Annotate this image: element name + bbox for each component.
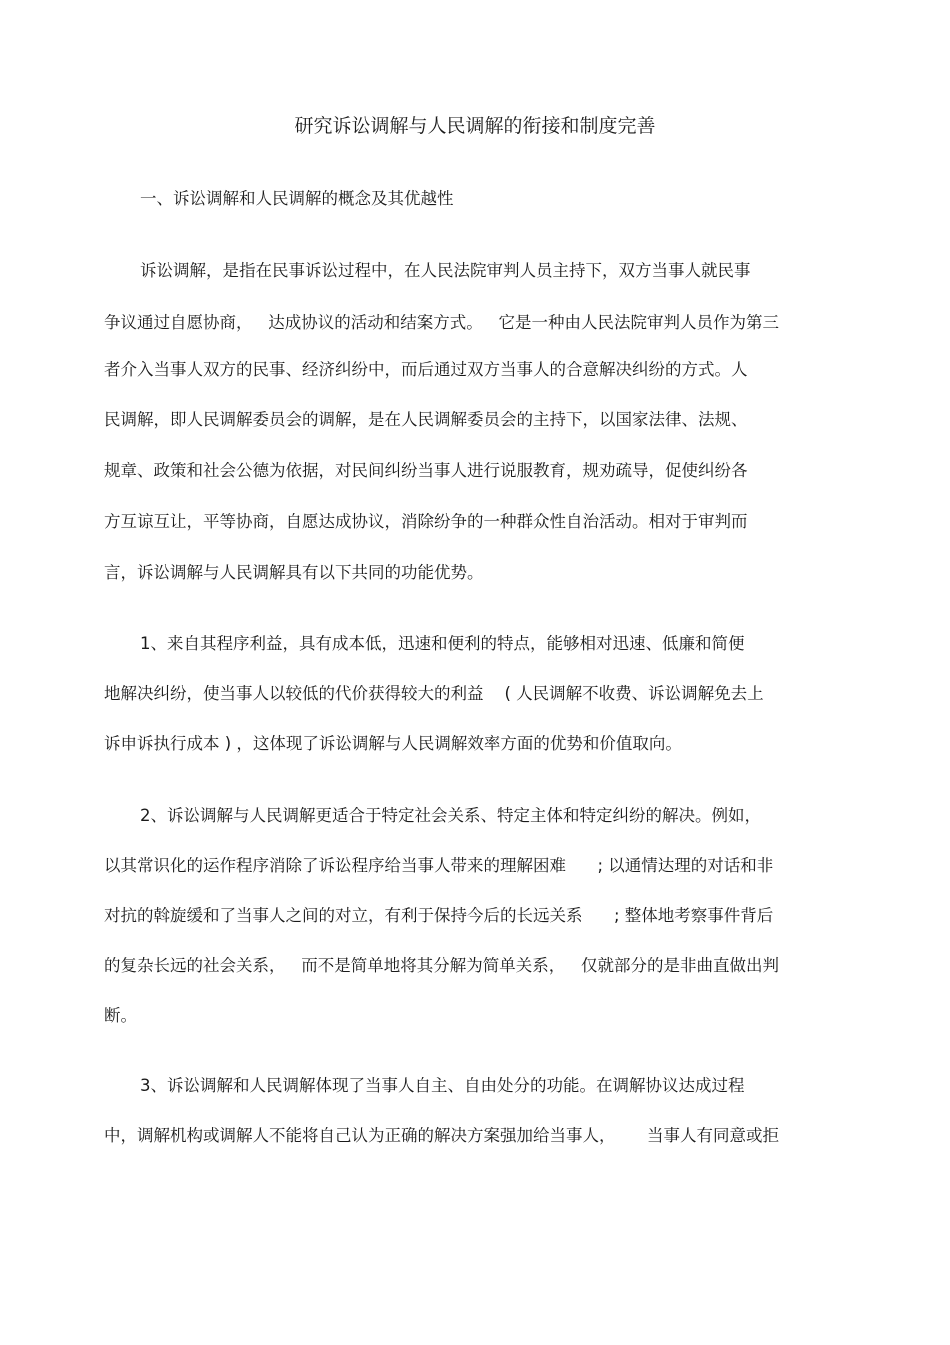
paragraph-line: 民调解，即人民调解委员会的调解，是在人民调解委员会的主持下，以国家法律、法规、	[104, 410, 748, 429]
paragraph-line: 诉申诉执行成本 ) ，这体现了诉讼调解与人民调解效率方面的优势和价值取向。	[104, 734, 682, 753]
document-title: 研究诉讼调解与人民调解的衔接和制度完善	[294, 115, 656, 137]
paragraph-line: 诉讼调解，是指在民事诉讼过程中，在人民法院审判人员主持下，双方当事人就民事	[140, 261, 751, 280]
paragraph-line: 规章、政策和社会公德为依据，对民间纠纷当事人进行说服教育，规劝疏导，促使纠纷各	[104, 461, 748, 480]
section-heading: 一、诉讼调解和人民调解的概念及其优越性	[140, 189, 454, 208]
paragraph-line: 3、诉讼调解和人民调解体现了当事人自主、自由处分的功能。在调解协议达成过程	[140, 1076, 745, 1095]
paragraph-line: 2、诉讼调解与人民调解更适合于特定社会关系、特定主体和特定纠纷的解决。例如，	[140, 806, 761, 825]
paragraph-line: 言，诉讼调解与人民调解具有以下共同的功能优势。	[104, 563, 484, 582]
paragraph-line: 方互谅互让，平等协商，自愿达成协议，消除纷争的一种群众性自治活动。相对于审判而	[104, 512, 748, 531]
paragraph-line: 争议通过自愿协商， 达成协议的活动和结案方式。 它是一种由人民法院审判人员作为第三	[104, 313, 779, 332]
paragraph-line: 1、来自其程序利益，具有成本低，迅速和便利的特点，能够相对迅速、低廉和简便	[140, 634, 745, 653]
paragraph-line: 者介入当事人双方的民事、经济纠纷中，而后通过双方当事人的合意解决纠纷的方式。人	[104, 360, 748, 379]
paragraph-line: 地解决纠纷，使当事人以较低的代价获得较大的利益 ( 人民调解不收费、诉讼调解免去上	[104, 684, 764, 703]
paragraph-line: 以其常识化的运作程序消除了诉讼程序给当事人带来的理解困难 ; 以通情达理的对话和非	[104, 856, 774, 875]
paragraph-line: 中，调解机构或调解人不能将自己认为正确的解决方案强加给当事人， 当事人有同意或拒	[104, 1126, 779, 1145]
paragraph-line: 断。	[104, 1006, 137, 1025]
paragraph-line: 对抗的斡旋缓和了当事人之间的对立，有利于保持今后的长远关系 ; 整体地考察事件背后	[104, 906, 774, 925]
paragraph-line: 的复杂长远的社会关系， 而不是简单地将其分解为简单关系， 仅就部分的是非曲直做出判	[104, 956, 779, 975]
